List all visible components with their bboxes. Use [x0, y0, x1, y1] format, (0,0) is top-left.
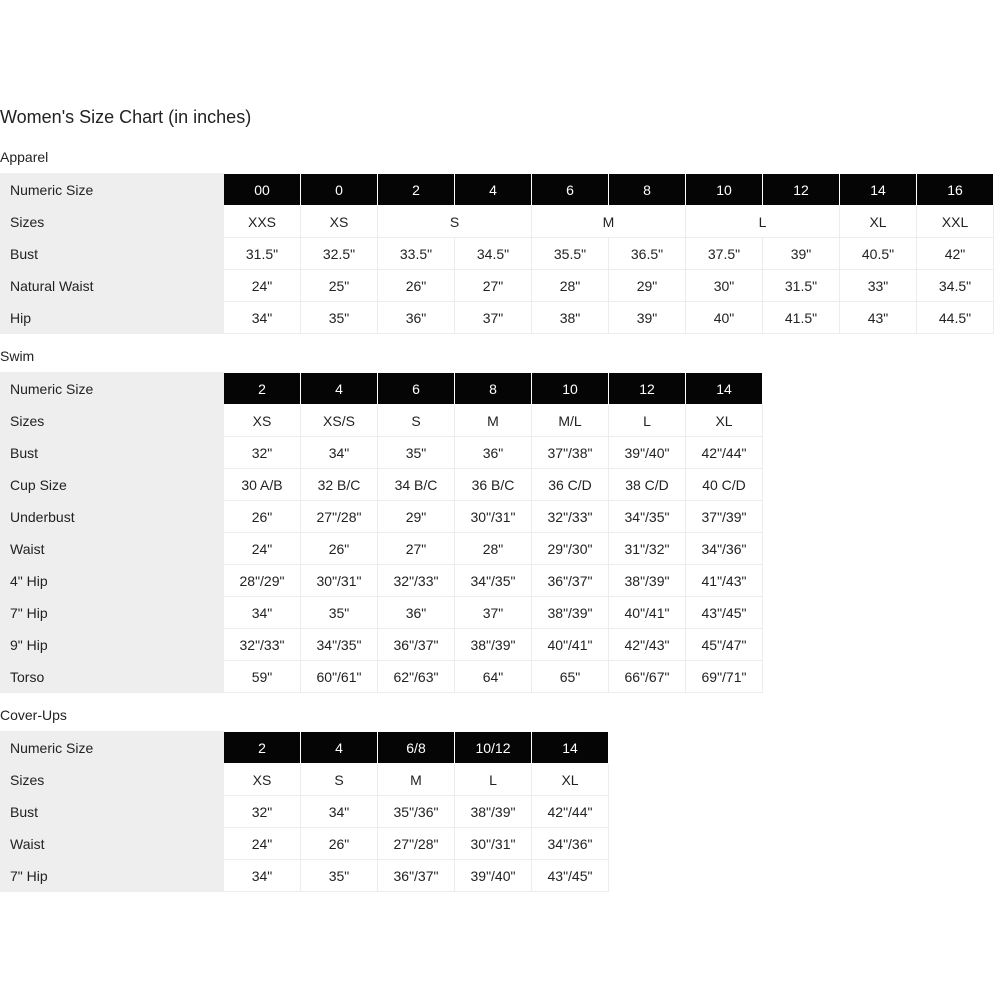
- row-label: Bust: [1, 238, 224, 270]
- table-cell: 34"/36": [532, 828, 609, 860]
- numeric-size-cell: 12: [763, 174, 840, 206]
- table-row: [1, 405, 763, 437]
- numeric-size-cell: 12: [609, 373, 686, 405]
- table-cell: 44.5": [917, 302, 994, 334]
- table-cell: 26": [224, 501, 301, 533]
- numeric-size-cell: 14: [532, 732, 609, 764]
- table-cell: M: [378, 764, 455, 796]
- table-cell: 34"/35": [609, 501, 686, 533]
- table-cell: 29": [609, 270, 686, 302]
- table-row: [1, 661, 763, 693]
- table-row: [1, 270, 994, 302]
- row-label: Cup Size: [1, 469, 224, 501]
- table-cell: 30"/31": [455, 501, 532, 533]
- row-label: Numeric Size: [1, 373, 224, 405]
- table-cell: 30"/31": [301, 565, 378, 597]
- table-cell: 64": [455, 661, 532, 693]
- numeric-size-cell: 10: [532, 373, 609, 405]
- row-label: Waist: [1, 828, 224, 860]
- table-cell: 43": [840, 302, 917, 334]
- table-cell: 38 C/D: [609, 469, 686, 501]
- size-table: [0, 372, 763, 693]
- table-cell: 26": [301, 828, 378, 860]
- table-cell: S: [378, 405, 455, 437]
- table-cell: 36"/37": [378, 629, 455, 661]
- numeric-size-cell: 0: [301, 174, 378, 206]
- numeric-size-cell: 6: [378, 373, 455, 405]
- table-cell: 41"/43": [686, 565, 763, 597]
- numeric-size-cell: 16: [917, 174, 994, 206]
- table-cell: 32.5": [301, 238, 378, 270]
- table-row: [1, 828, 609, 860]
- page-title: Women's Size Chart (in inches): [0, 107, 252, 127]
- table-row: [1, 796, 609, 828]
- table-cell: XS/S: [301, 405, 378, 437]
- table-cell: 37": [455, 302, 532, 334]
- table-cell: 66"/67": [609, 661, 686, 693]
- table-cell: 37.5": [686, 238, 763, 270]
- table-cell: 36": [378, 302, 455, 334]
- table-cell: XL: [840, 206, 917, 238]
- size-table: [0, 731, 609, 892]
- table-cell: 36 B/C: [455, 469, 532, 501]
- table-cell: 32": [224, 437, 301, 469]
- table-row: [1, 860, 609, 892]
- numeric-size-cell: 2: [378, 174, 455, 206]
- table-cell: 60"/61": [301, 661, 378, 693]
- table-cell: 36"/37": [532, 565, 609, 597]
- table-cell: 38"/39": [455, 796, 532, 828]
- table-row: [1, 533, 763, 565]
- numeric-size-cell: 4: [301, 732, 378, 764]
- table-cell: M: [455, 405, 532, 437]
- table-cell: 30"/31": [455, 828, 532, 860]
- table-row: [1, 501, 763, 533]
- table-cell: 41.5": [763, 302, 840, 334]
- table-row: [1, 565, 763, 597]
- table-row: [1, 238, 994, 270]
- table-cell: 35": [301, 860, 378, 892]
- table-header-row: [1, 174, 994, 206]
- row-label: 7" Hip: [1, 860, 224, 892]
- table-cell: 36"/37": [378, 860, 455, 892]
- table-cell: 31.5": [763, 270, 840, 302]
- table-cell: 34.5": [455, 238, 532, 270]
- table-cell: 24": [224, 270, 301, 302]
- table-cell: 39": [609, 302, 686, 334]
- table-cell: XXL: [917, 206, 994, 238]
- table-cell: 34"/36": [686, 533, 763, 565]
- numeric-size-cell: 6/8: [378, 732, 455, 764]
- table-cell: 38"/39": [609, 565, 686, 597]
- table-row: [1, 597, 763, 629]
- numeric-size-cell: 4: [301, 373, 378, 405]
- row-label: Underbust: [1, 501, 224, 533]
- row-label: 9" Hip: [1, 629, 224, 661]
- numeric-size-cell: 8: [609, 174, 686, 206]
- table-cell: 29": [378, 501, 455, 533]
- table-cell: 40": [686, 302, 763, 334]
- table-cell: 34.5": [917, 270, 994, 302]
- table-cell: 40"/41": [532, 629, 609, 661]
- table-header-row: [1, 732, 609, 764]
- table-cell: 36.5": [609, 238, 686, 270]
- table-cell: 35": [301, 597, 378, 629]
- table-cell: 30": [686, 270, 763, 302]
- table-cell: 31.5": [224, 238, 301, 270]
- table-cell: 37"/38": [532, 437, 609, 469]
- table-cell: 32 B/C: [301, 469, 378, 501]
- table-cell: 27": [378, 533, 455, 565]
- table-cell: XS: [224, 405, 301, 437]
- table-row: [1, 206, 994, 238]
- numeric-size-cell: 14: [840, 174, 917, 206]
- table-cell: 26": [378, 270, 455, 302]
- numeric-size-cell: 10/12: [455, 732, 532, 764]
- table-row: [1, 469, 763, 501]
- table-cell: 35": [301, 302, 378, 334]
- numeric-size-cell: 6: [532, 174, 609, 206]
- row-label: Sizes: [1, 206, 224, 238]
- row-label: Bust: [1, 437, 224, 469]
- table-cell: 29"/30": [532, 533, 609, 565]
- table-cell: 37": [455, 597, 532, 629]
- table-cell: 26": [301, 533, 378, 565]
- table-cell: 42"/44": [532, 796, 609, 828]
- numeric-size-cell: 14: [686, 373, 763, 405]
- table-cell: XL: [686, 405, 763, 437]
- table-cell: 35"/36": [378, 796, 455, 828]
- table-cell: 38"/39": [455, 629, 532, 661]
- table-cell: 43"/45": [532, 860, 609, 892]
- table-cell: 34": [224, 597, 301, 629]
- table-cell: 33.5": [378, 238, 455, 270]
- table-cell: 36": [378, 597, 455, 629]
- size-table: [0, 173, 994, 334]
- numeric-size-cell: 4: [455, 174, 532, 206]
- table-cell: M/L: [532, 405, 609, 437]
- table-cell: 69"/71": [686, 661, 763, 693]
- row-label: Bust: [1, 796, 224, 828]
- table-cell: 62"/63": [378, 661, 455, 693]
- table-cell: 27": [455, 270, 532, 302]
- table-cell: 27"/28": [378, 828, 455, 860]
- table-cell: 34 B/C: [378, 469, 455, 501]
- table-cell: 42": [917, 238, 994, 270]
- table-cell: 38": [532, 302, 609, 334]
- table-cell: 34": [224, 860, 301, 892]
- table-cell: 39"/40": [609, 437, 686, 469]
- table-cell: 40.5": [840, 238, 917, 270]
- table-row: [1, 437, 763, 469]
- table-cell: 59": [224, 661, 301, 693]
- table-cell: 28": [455, 533, 532, 565]
- table-cell: 34": [224, 302, 301, 334]
- table-cell: S: [378, 206, 532, 238]
- table-header-row: [1, 373, 763, 405]
- row-label: Hip: [1, 302, 224, 334]
- table-cell: 36": [455, 437, 532, 469]
- table-cell: 34": [301, 437, 378, 469]
- table-row: [1, 764, 609, 796]
- table-cell: M: [532, 206, 686, 238]
- table-cell: 32"/33": [224, 629, 301, 661]
- row-label: Sizes: [1, 764, 224, 796]
- table-cell: 31"/32": [609, 533, 686, 565]
- table-cell: 24": [224, 533, 301, 565]
- numeric-size-cell: 2: [224, 373, 301, 405]
- table-cell: 43"/45": [686, 597, 763, 629]
- table-cell: 27"/28": [301, 501, 378, 533]
- table-cell: 34"/35": [301, 629, 378, 661]
- table-cell: 34": [301, 796, 378, 828]
- table-cell: XL: [532, 764, 609, 796]
- table-cell: 40 C/D: [686, 469, 763, 501]
- row-label: Waist: [1, 533, 224, 565]
- numeric-size-cell: 00: [224, 174, 301, 206]
- row-label: Torso: [1, 661, 224, 693]
- table-cell: 42"/43": [609, 629, 686, 661]
- table-cell: 35.5": [532, 238, 609, 270]
- table-cell: 24": [224, 828, 301, 860]
- table-cell: XS: [224, 764, 301, 796]
- table-cell: 39": [763, 238, 840, 270]
- table-cell: 32"/33": [532, 501, 609, 533]
- table-cell: 25": [301, 270, 378, 302]
- table-cell: 30 A/B: [224, 469, 301, 501]
- table-cell: 33": [840, 270, 917, 302]
- table-cell: 42"/44": [686, 437, 763, 469]
- table-cell: L: [455, 764, 532, 796]
- table-cell: XXS: [224, 206, 301, 238]
- table-cell: S: [301, 764, 378, 796]
- table-cell: L: [609, 405, 686, 437]
- table-cell: 28": [532, 270, 609, 302]
- row-label: Numeric Size: [1, 174, 224, 206]
- section-label-apparel: Apparel: [0, 149, 49, 165]
- table-cell: 36 C/D: [532, 469, 609, 501]
- row-label: 4" Hip: [1, 565, 224, 597]
- section-label-swim: Swim: [0, 348, 35, 364]
- table-cell: 37"/39": [686, 501, 763, 533]
- numeric-size-cell: 10: [686, 174, 763, 206]
- table-cell: 65": [532, 661, 609, 693]
- row-label: Numeric Size: [1, 732, 224, 764]
- row-label: Natural Waist: [1, 270, 224, 302]
- numeric-size-cell: 8: [455, 373, 532, 405]
- row-label: Sizes: [1, 405, 224, 437]
- table-cell: XS: [301, 206, 378, 238]
- table-cell: 39"/40": [455, 860, 532, 892]
- table-row: [1, 629, 763, 661]
- section-label-cover-ups: Cover-Ups: [0, 707, 67, 723]
- table-row: [1, 302, 994, 334]
- table-cell: 32"/33": [378, 565, 455, 597]
- table-cell: L: [686, 206, 840, 238]
- table-cell: 28"/29": [224, 565, 301, 597]
- row-label: 7" Hip: [1, 597, 224, 629]
- numeric-size-cell: 2: [224, 732, 301, 764]
- table-cell: 32": [224, 796, 301, 828]
- table-cell: 34"/35": [455, 565, 532, 597]
- table-cell: 40"/41": [609, 597, 686, 629]
- table-cell: 45"/47": [686, 629, 763, 661]
- table-cell: 38"/39": [532, 597, 609, 629]
- table-cell: 35": [378, 437, 455, 469]
